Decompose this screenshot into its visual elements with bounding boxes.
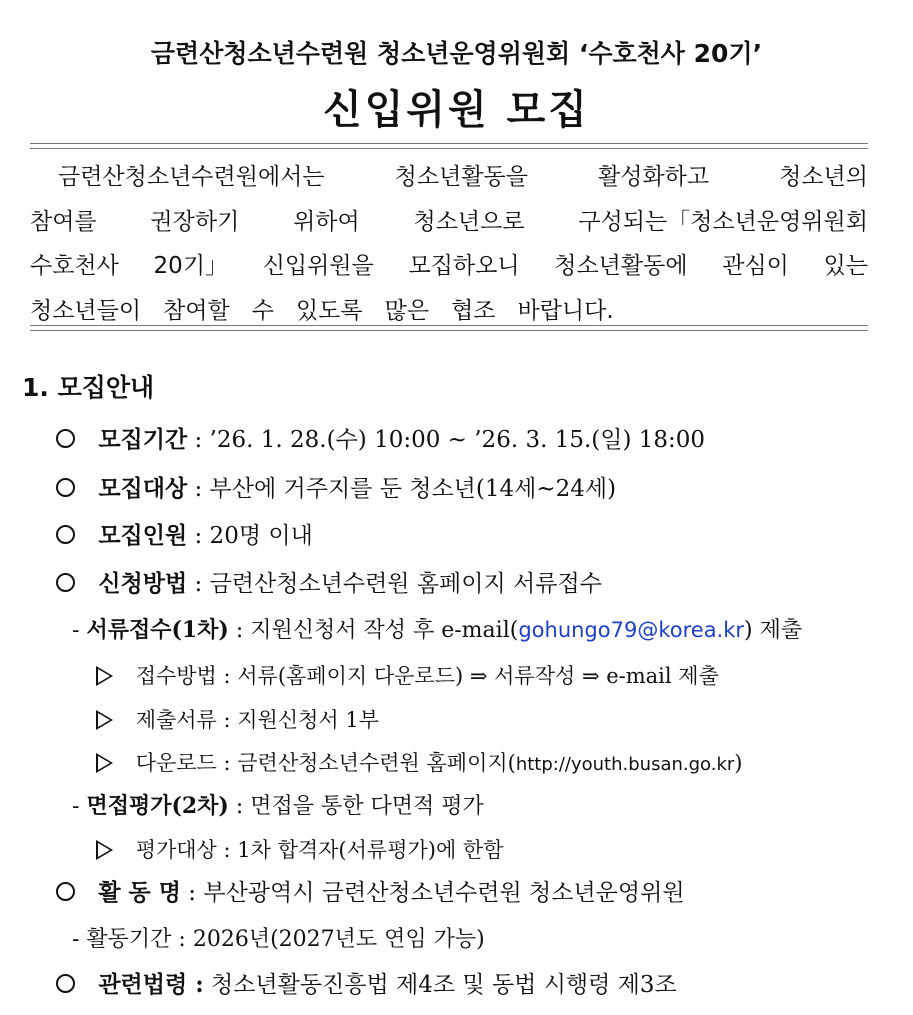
item-interview [72,789,484,820]
item-method [56,565,602,598]
item-period [56,421,705,454]
activity-period-text: - 활동기간 : 2026년(2027년도 연임 가능) [72,927,485,952]
page-title: 신입위원 모집 [323,87,590,133]
doc-download-prefix: 다운로드 : 금련산청소년수련원 홈페이지( [135,751,516,775]
doc-download-suffix: ) [734,751,743,775]
item-doc-method [96,660,719,690]
interview-value: : 면접을 통한 다면적 평가 [235,794,484,819]
homepage-link[interactable]: http://youth.busan.go.kr [515,754,735,775]
circle-bullet-icon [56,478,75,497]
intro-line-2: 참여를 권장하기 위하여 청소년으로 구성되는「청소년운영위원회 [30,208,868,235]
circle-bullet-icon [56,573,75,592]
period-label: 모집기간 [98,426,188,453]
doc-submit-text: 제출서류 : 지원신청서 1부 [135,708,380,732]
activity-name-value: : 부산광역시 금련산청소년수련원 청소년운영위원 [188,880,685,906]
header-subtitle: 금련산청소년수련원 청소년운영위원회 ‘수호천사 20기’ [150,39,763,68]
count-value: : 20명 이내 [194,523,313,549]
doc-method-text: 접수방법 : 서류(홈페이지 다운로드) ⇒ 서류작성 ⇒ e-mail 제출 [135,664,719,688]
item-doc-download [96,747,743,777]
law-label: 관련법령 : [98,971,204,998]
intro-line-4: 청소년들이 참여할 수 있도록 많은 협조 바랍니다. [30,297,614,324]
item-doc-submit [96,704,379,734]
method-value: : 금련산청소년수련원 홈페이지 서류접수 [194,571,602,597]
target-value: : 부산에 거주지를 둔 청소년(14세~24세) [194,476,617,502]
intro-line-1: 금련산청소년수련원에서는 청소년활동을 활성화하고 청소년의 [58,164,868,190]
triangle-bullet-icon [96,753,113,773]
item-target [56,470,616,503]
item-activity-period [72,922,485,953]
section-title: 1. 모집안내 [22,373,155,402]
intro-line-3: 수호천사 20기」 신입위원을 모집하오니 청소년활동에 관심이 있는 [30,253,868,279]
interview-label: 면접평가(2차) [86,793,229,819]
item-law [56,966,677,999]
circle-bullet-icon [56,525,75,544]
target-label: 모집대상 [98,475,188,502]
doc-screening-suffix: ) 제출 [744,618,803,643]
contact-email-link[interactable]: gohungo79@korea.kr [518,618,745,642]
method-label: 신청방법 [98,570,188,597]
circle-bullet-icon [56,882,75,901]
item-activity-name [56,874,685,907]
dash-bullet: - [72,618,80,643]
law-value: 청소년활동진흥법 제4조 및 동법 시행령 제3조 [211,972,677,998]
activity-name-label: 활 동 명 [98,879,181,906]
interview-target-text: 평가대상 : 1차 합격자(서류평가)에 한함 [135,838,504,862]
circle-bullet-icon [56,974,75,993]
item-count [56,517,313,550]
period-value: : ’26. 1. 28.(수) 10:00 ~ ’26. 3. 15.(일) 18:00 [194,427,706,453]
triangle-bullet-icon [96,840,113,860]
bottom-divider [30,325,868,331]
item-interview-target [96,834,504,864]
dash-bullet: - [72,794,80,819]
doc-screening-prefix: : 지원신청서 작성 후 e-mail( [235,618,519,643]
intro-paragraph [30,155,868,333]
item-doc-screening [72,613,802,644]
triangle-bullet-icon [96,710,113,730]
triangle-bullet-icon [96,666,113,686]
top-divider [30,143,868,149]
doc-screening-label: 서류접수(1차) [86,617,229,643]
count-label: 모집인원 [98,522,188,549]
circle-bullet-icon [56,429,75,448]
